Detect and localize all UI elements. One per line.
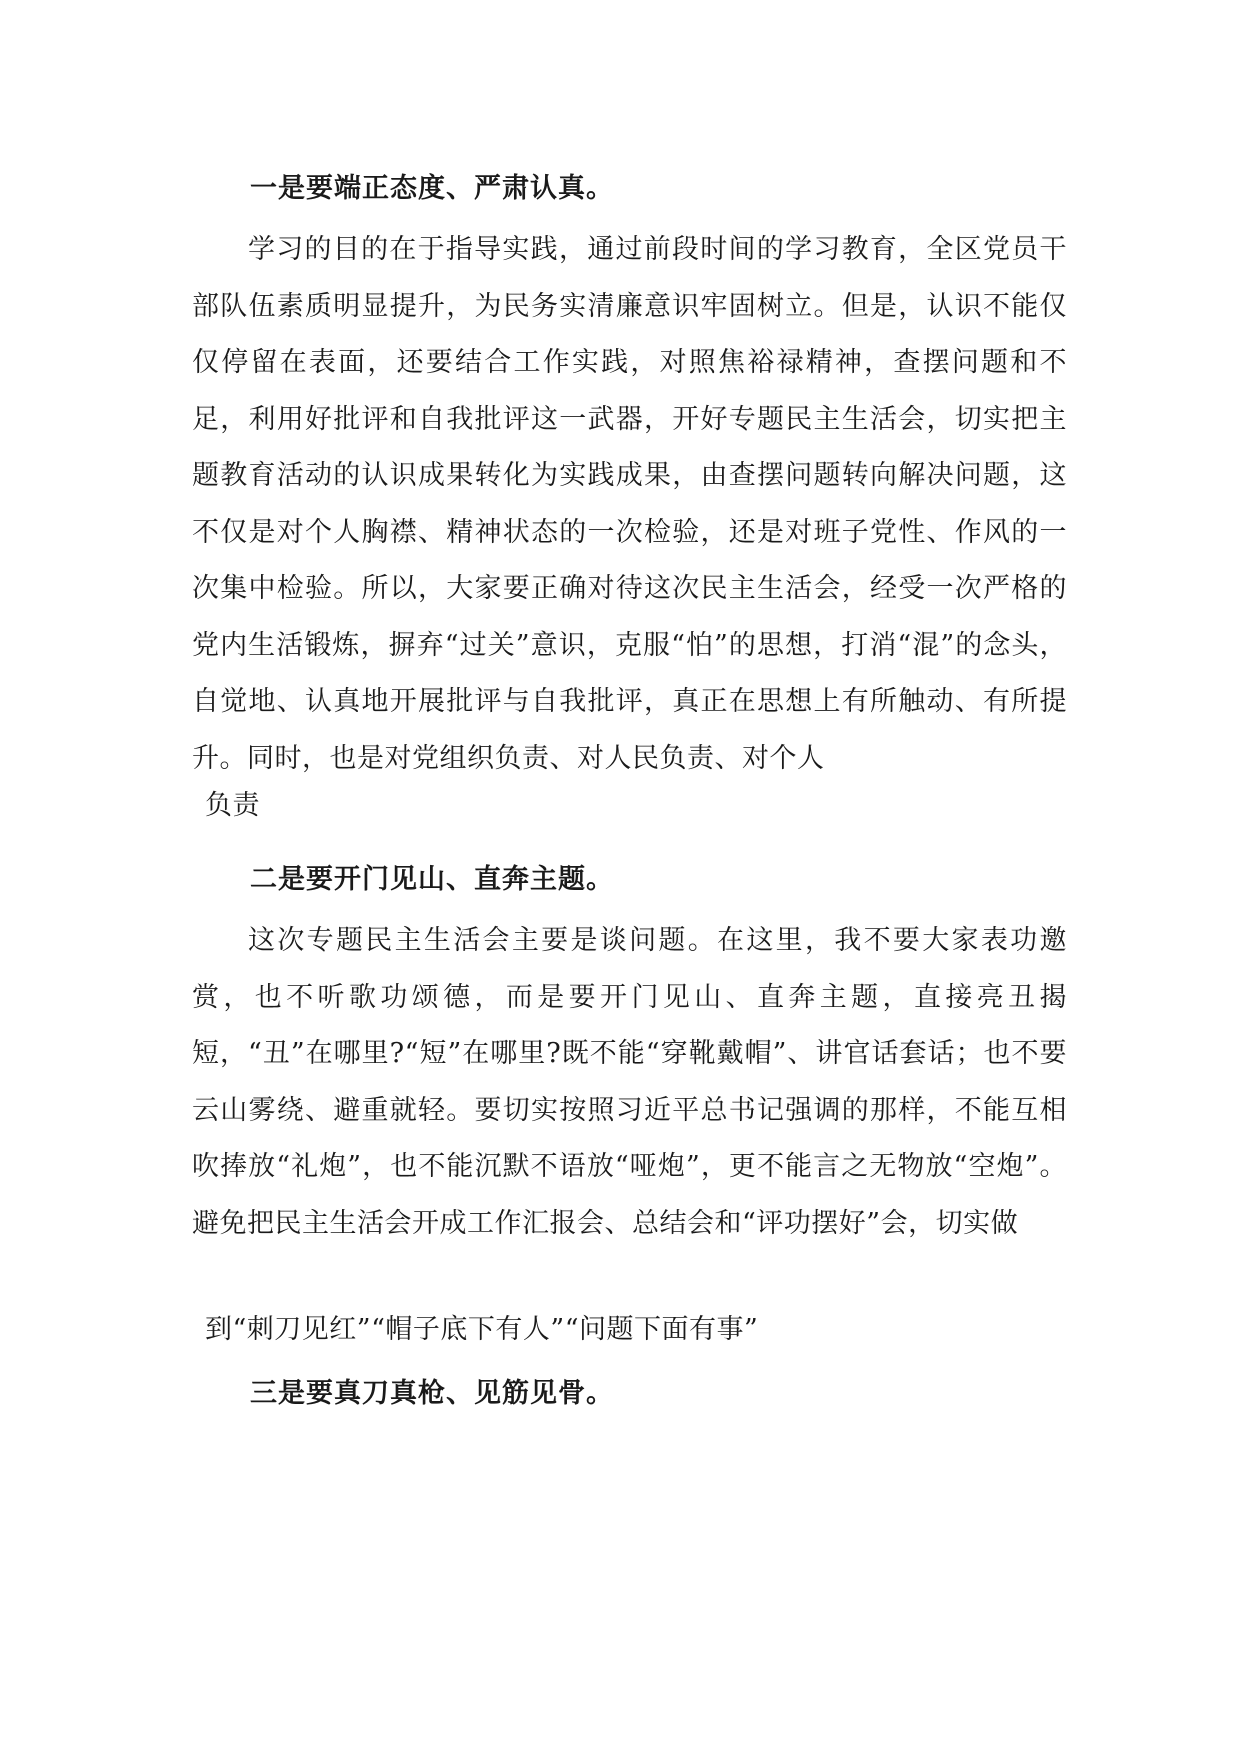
section-paragraph-2: 这次专题民主生活会主要是谈问题。在这里，我不要大家表功邀赏，也不听歌功颂德，而是要开门见山、直奔主题，直接亮丑揭短，“丑”在哪里?“短”在哪里?既不能“穿靴戴帽”、讲官话套话；也不要云山雾绕、避重就轻。要切实按照习近平总书记强调的那样，不能互相吹捧放“礼炮”，也不能沉默不语放“哑炮”，更不能言之无物放“空炮”。 避免把民主生活会开成工作汇报会、总结会和“评功摆好”会，切实做 xyxy=(192,925,1067,1239)
section-paragraph-1-continuation: 负责 xyxy=(205,790,260,821)
section-heading-1: 一是要端正态度、严肃认真。 xyxy=(250,173,614,204)
section-paragraph-2-continuation: 到“刺刀见红”“帽子底下有人”“问题下面有事” xyxy=(205,1314,759,1345)
section-paragraph-1: 学习的目的在于指导实践，通过前段时间的学习教育，全区党员干部队伍素质明显提升，为民务实清廉意识牢固树立。但是，认识不能仅仅停留在表面，还要结合工作实践，对照焦裕禄精神，查摆问题和不足，利用好批评和自我批评这一武器，开好专题民主生活会，切实把主题教育活动的认识成果转化为实践成果，由查摆问题转向解决问题，这不仅是对个人胸襟、精神状态的一次检验，还是对班子党性、作风的一次集中检验。所以，大家要正确对待这次民主生活会，经受一次严格的党内生活锻炼，摒弃“过关”意识，克服“怕”的思想，打消“混”的念头， 自觉地、认真地开展批评与自我批评，真正在思想上有所触动、有所提升。同时，也是对党组织负责、对人民负责、对个人 xyxy=(192,234,1067,774)
section-heading-3: 三是要真刀真枪、见筋见骨。 xyxy=(250,1378,614,1409)
section-heading-2: 二是要开门见山、直奔主题。 xyxy=(250,864,614,895)
